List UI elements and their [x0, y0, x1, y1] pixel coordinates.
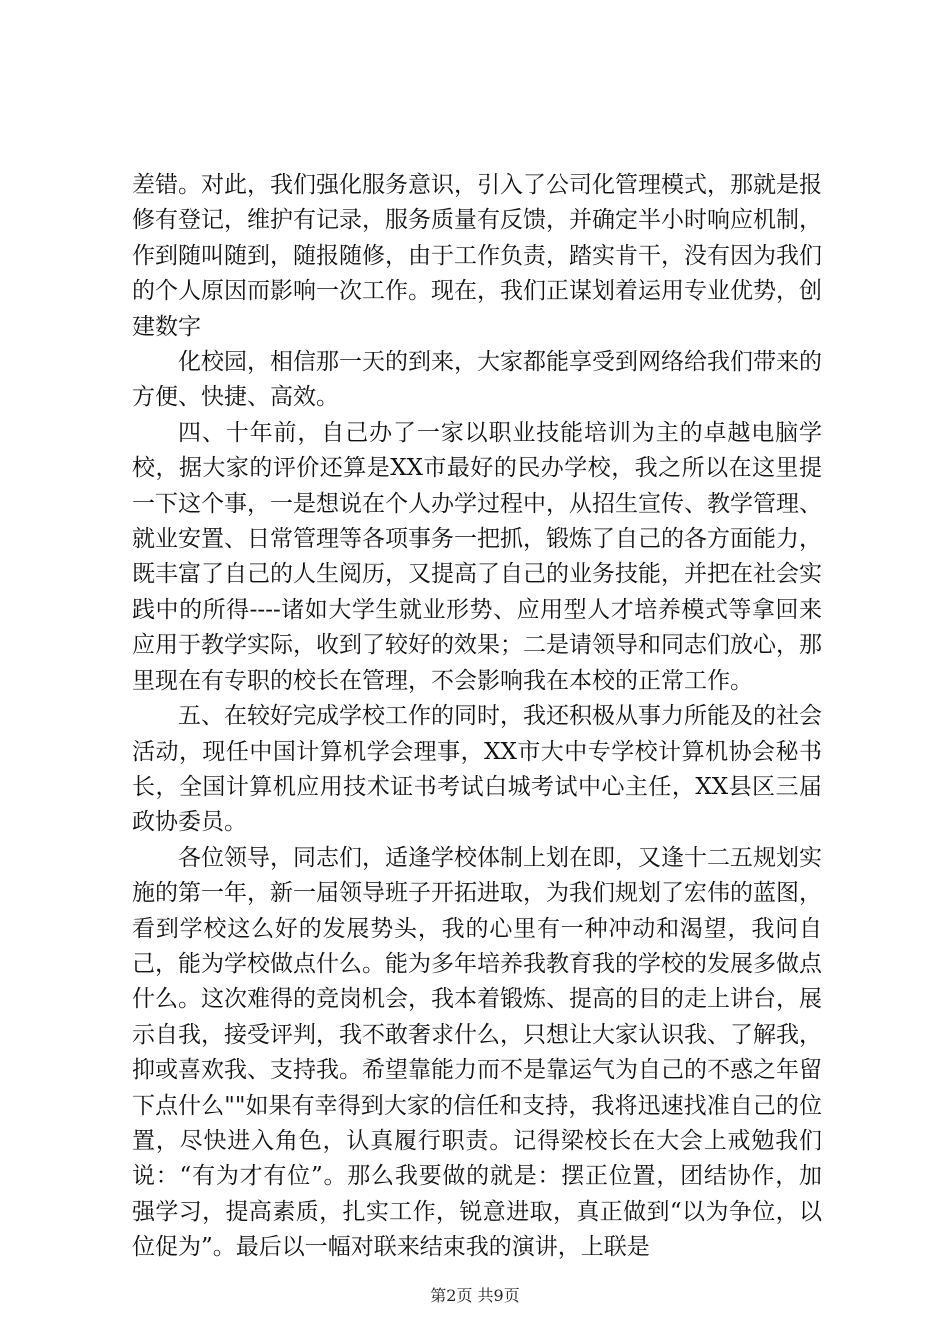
- document-body: [132, 168, 822, 1266]
- paragraph-5: 各位领导，同志们，适逢学校体制上划在即，又逢十二五规划实施的第一年，新一届领导班子开拓进取，为我们规划了宏伟的蓝图，看到学校这么好的发展势头，我的心里有一种冲动和渴望，我问自己，能为学校做点什么。能为多年培养我教育我的学校的发展多做点什么。这次难得的竞岗机会，我本着锻炼、提高的目的走上讲台，展示自我，接受评判，我不敢奢求什么，只想让大家认识我、了解我，抑或喜欢我、支持我。希望靠能力而不是靠运气为自己的不惑之年留下点什么""如果有幸得到大家的信任和支持，我将迅速找准自己的位置，尽快进入角色，认真履行职责。记得梁校长在大会上戒勉我们说：“有为才有位”。那么我要做的就是：摆正位置，团结协作，加强学习，提高素质，扎实工作，锐意进取，真正做到“以为争位，以位促为”。最后以一幅对联来结束我的演讲，上联是: [132, 844, 822, 1261]
- paragraph-2: 化校园，相信那一天的到来，大家都能享受到网络给我们带来的方便、快捷、高效。: [132, 349, 822, 411]
- paragraph-4: 五、在较好完成学校工作的同时，我还积极从事力所能及的社会活动，现任中国计算机学会理事，XX市大中专学校计算机协会秘书长，全国计算机应用技术证书考试白城考试中心主任，XX县区三届政协委员。: [132, 703, 822, 836]
- paragraph-3: 四、十年前，自己办了一家以职业技能培训为主的卓越电脑学校，据大家的评价还算是XX市最好的民办学校，我之所以在这里提一下这个事，一是想说在个人办学过程中，从招生宣传、教学管理、就业安置、日常管理等各项事务一把抓，锻炼了自己的各方面能力，既丰富了自己的人生阅历，又提高了自己的业务技能，并把在社会实践中的所得----诸如大学生就业形势、应用型人才培养模式等拿回来应用于教学实际，收到了较好的效果；二是请领导和同志们放心，那里现在有专职的校长在管理，不会影响我在本校的正常工作。: [132, 419, 822, 694]
- paragraph-1: 差错。对此，我们强化服务意识，引入了公司化管理模式，那就是报修有登记，维护有记录，服务质量有反馈，并确定半小时响应机制，作到随叫随到，随报随修，由于工作负责，踏实肯干，没有因为我们的个人原因而影响一次工作。现在，我们正谋划着运用专业优势，创建数字: [132, 172, 822, 340]
- page-number-footer: 第2页 共9页: [430, 1286, 520, 1305]
